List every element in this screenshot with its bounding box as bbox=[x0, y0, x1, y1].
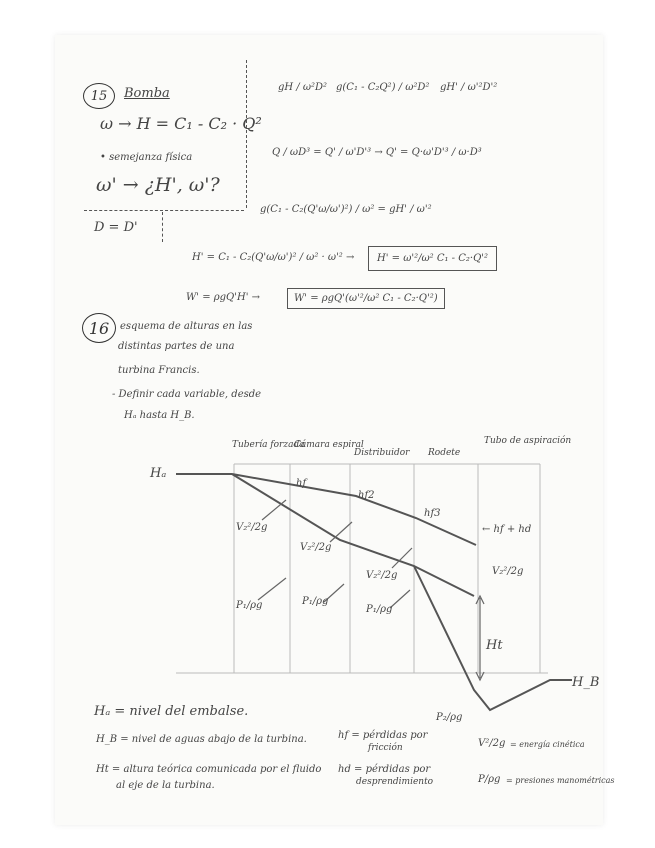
legend-ht-1: Ht = altura teórica comunicada por el fluido bbox=[96, 764, 322, 775]
p-arrow-c bbox=[390, 590, 410, 608]
p16-line3: turbina Francis. bbox=[118, 365, 200, 376]
problem-15-number-text: 15 bbox=[90, 88, 108, 104]
label-p-a: P₁/ρg bbox=[236, 600, 263, 611]
legend-kinetic-label: = energía cinética bbox=[510, 740, 585, 749]
diameter-eq: D = D' bbox=[94, 220, 138, 235]
legend-kinetic-fraction: V²/2g bbox=[478, 738, 506, 749]
v2-arrow-b bbox=[330, 522, 352, 542]
p16-line5: Hₐ hasta H_B. bbox=[124, 410, 195, 421]
legend-pressure-label: = presiones manométricas bbox=[506, 776, 615, 785]
col-header-tuberia: Tubería forzada bbox=[232, 440, 305, 450]
label-hf1: hf bbox=[296, 478, 307, 489]
legend-hd-1: hd = pérdidas por bbox=[338, 764, 431, 775]
eq3: g(C₁ - C₂(Q'ω/ω')²) / ω² = gH' / ω'² bbox=[260, 204, 432, 215]
eq5-lhs: W' = ρgQ'H' → bbox=[186, 292, 261, 303]
piezometric-line bbox=[232, 474, 474, 596]
label-v2-2g-c: V₂²/2g bbox=[366, 570, 398, 581]
label-ht: Ht bbox=[486, 638, 503, 653]
v2-arrow-a bbox=[262, 500, 286, 520]
eq4-result: H' = ω'²/ω² C₁ - C₂·Q'² bbox=[377, 253, 489, 264]
eq-omega-h: ω → H = C₁ - C₂ · Q² bbox=[100, 114, 262, 133]
problem-15-title: Bomba bbox=[124, 86, 170, 101]
label-v2-2g-d: V₂²/2g bbox=[492, 566, 524, 577]
eq1-lhs: gH / ω²D² bbox=[278, 82, 328, 93]
problem-16-number-text: 16 bbox=[88, 318, 110, 338]
p16-line2: distintas partes de una bbox=[118, 341, 235, 352]
p16-line4: - Definir cada variable, desde bbox=[112, 389, 262, 400]
eq1-rhs: gH' / ω'²D'² bbox=[440, 82, 498, 93]
label-ha: Hₐ bbox=[150, 466, 167, 481]
similarity-note: • semejanza física bbox=[100, 152, 193, 163]
legend-ht-2: al eje de la turbina. bbox=[116, 780, 215, 791]
p16-line1: esquema de alturas en las bbox=[120, 321, 253, 332]
label-hf-hd: ← hf + hd bbox=[482, 524, 532, 535]
legend-hb: H_B = nivel de aguas abajo de la turbina. bbox=[96, 734, 307, 745]
label-hf3: hf3 bbox=[424, 508, 441, 519]
eq1-mid: g(C₁ - C₂Q²) / ω²D² bbox=[336, 82, 430, 93]
label-p2: P₂/ρg bbox=[436, 712, 463, 723]
eq4-lhs: H' = C₁ - C₂(Q'ω/ω')² / ω² · ω'² → bbox=[192, 252, 355, 263]
col-header-rodete: Rodete bbox=[428, 448, 461, 458]
label-v2-2g-b: V₂²/2g bbox=[300, 542, 332, 553]
legend-hd-2: desprendimiento bbox=[356, 777, 434, 787]
label-p-b: P₁/ρg bbox=[302, 596, 329, 607]
legend-ha: Hₐ = nivel del embalse. bbox=[94, 704, 249, 719]
label-hf2: hf2 bbox=[358, 490, 375, 501]
legend-hf-2: fricción bbox=[368, 743, 403, 753]
col-header-camara: Cámara espiral bbox=[294, 440, 364, 450]
label-v2-2g-a: V₂²/2g bbox=[236, 522, 268, 533]
label-hb: H_B bbox=[572, 675, 600, 690]
col-header-tubo: Tubo de aspiración bbox=[484, 436, 572, 446]
question-line: ω' → ¿H', ω'? bbox=[96, 174, 220, 196]
col-header-distribuidor: Distribuidor bbox=[354, 448, 410, 458]
legend-hf-1: hf = pérdidas por bbox=[338, 730, 428, 741]
eq5-result: W' = ρgQ'(ω'²/ω² C₁ - C₂·Q'²) bbox=[294, 293, 438, 304]
label-p-c: P₁/ρg bbox=[366, 604, 393, 615]
eq2: Q / ωD³ = Q' / ω'D'³ → Q' = Q·ω'D'³ / ω·D³ bbox=[272, 147, 482, 158]
legend-pressure-fraction: P/ρg bbox=[478, 774, 501, 785]
p-arrow-a bbox=[258, 578, 286, 600]
